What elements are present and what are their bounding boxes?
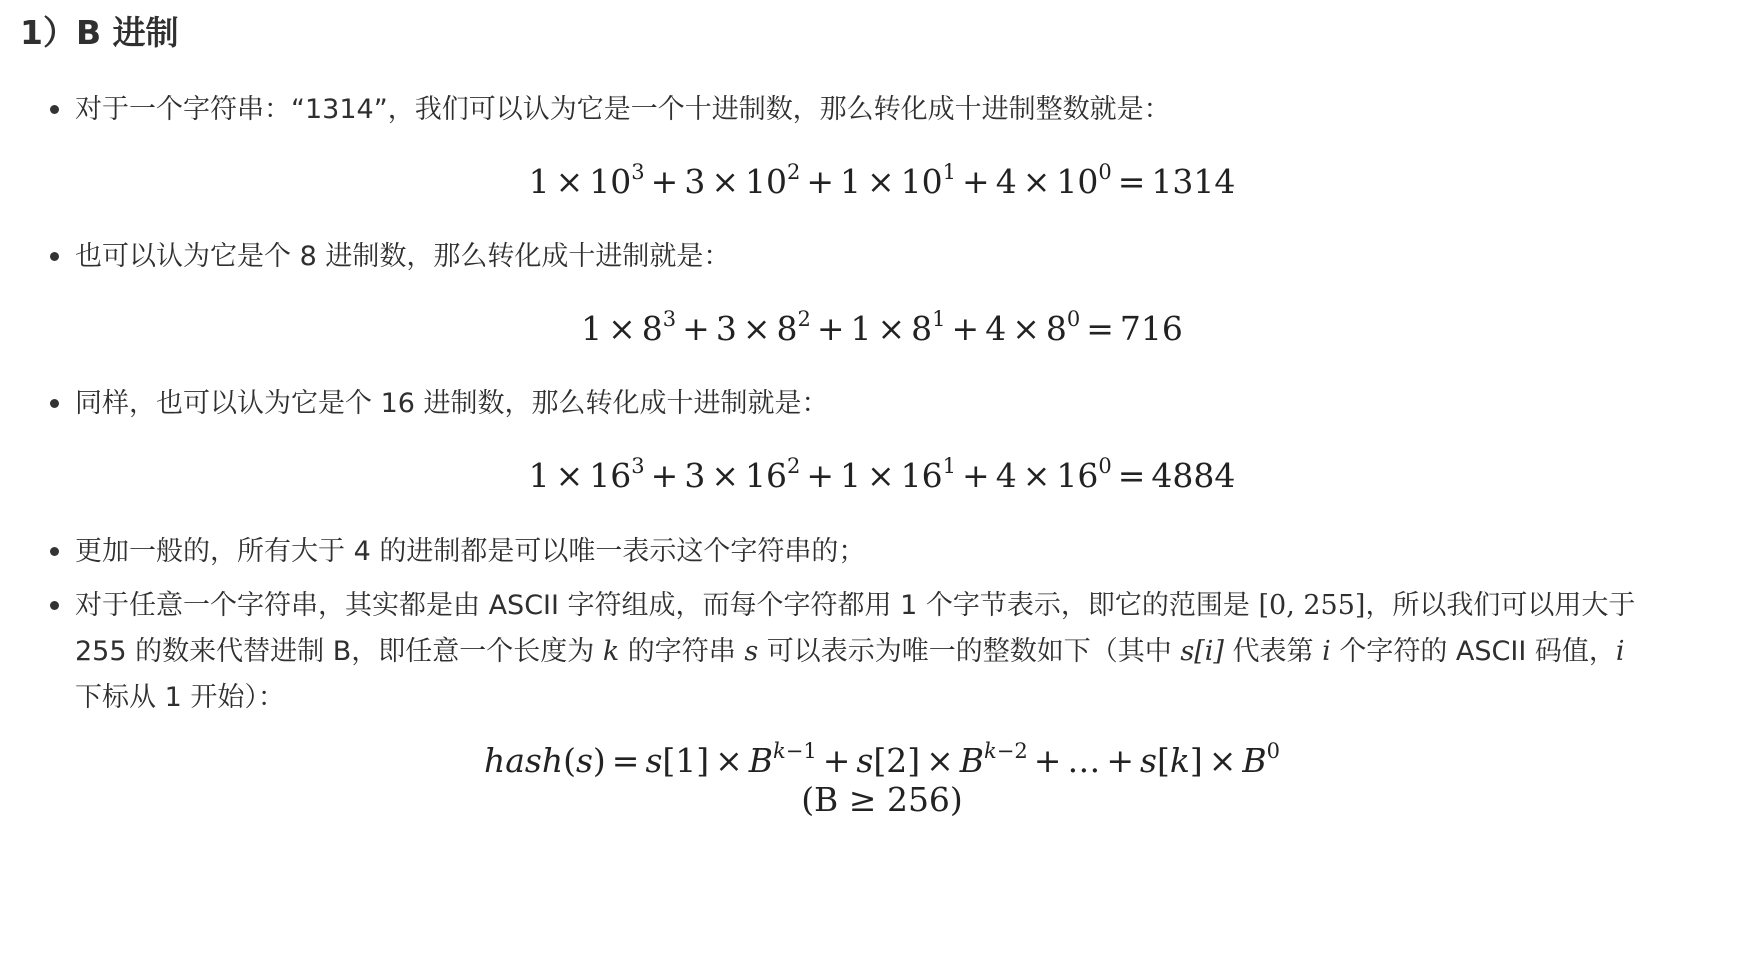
text-fragment: 的字符串	[619, 636, 745, 667]
text-fragment: 下标从 1 开始）：	[75, 682, 285, 713]
bullet-dot	[50, 547, 59, 556]
section-heading: 1）B 进制	[20, 13, 179, 52]
list-item-text: 同样，也可以认为它是个 16 进制数，那么转化成十进制就是：	[75, 388, 829, 419]
text-fragment: 对于任意一个字符串，其实都是由 ASCII 字符组成，而每个字符都用 1 个字节表示，即它的范围是	[75, 590, 1259, 621]
text-fragment: 255 的数来代替进制 B，即任意一个长度为	[75, 636, 603, 667]
paragraph-line	[75, 583, 1764, 629]
list-item-text: 也可以认为它是个 8 进制数，那么转化成十进制就是：	[75, 241, 731, 272]
list-item-text: 对于一个字符串：“1314”，我们可以认为它是一个十进制数，那么转化成十进制整数就是：	[75, 94, 1171, 125]
text-fragment: ，所以我们可以用大于	[1365, 590, 1636, 621]
math-var-i: i	[1322, 636, 1331, 667]
formula-octal: $1 \times 8^3 + 3 \times 8^2 + 1 \times 8^1 + 4 \times 8^0 = 716$	[581, 307, 1183, 348]
formula-result: 4884	[1151, 456, 1236, 495]
bullet-dot	[50, 399, 59, 408]
paragraph-line	[75, 675, 1764, 721]
text-fragment: 个字符的 ASCII 码值，	[1330, 636, 1616, 667]
paragraph-line	[75, 629, 1764, 675]
list-item-text: 更加一般的，所有大于 4 的进制都是可以唯一表示这个字符串的；	[75, 536, 866, 567]
formula-result: 1314	[1151, 162, 1236, 201]
bullet-dot	[50, 105, 59, 114]
text-fragment: 代表第	[1223, 636, 1323, 667]
bullet-dot	[50, 252, 59, 261]
formula-hash: hash(s) = $s[1] \times B^{k-1} + s[2] \times B^{k-2}$ + … + $s[k] \times B^0$	[483, 739, 1281, 780]
text-fragment: 可以表示为唯一的整数如下（其中	[758, 636, 1181, 667]
math-var-i: i	[1615, 636, 1625, 667]
math-var-si: s[i]	[1180, 636, 1224, 667]
formula-hex: $1 \times 16^3 + 3 \times 16^2 + 1 \times 16^1 + 4 \times 16^0 = 4884$	[528, 454, 1236, 495]
math-var-k: k	[602, 636, 620, 667]
bullet-dot	[50, 601, 59, 610]
math-range: [0, 255]	[1258, 590, 1366, 621]
list-item-paragraph	[75, 583, 1764, 721]
formula-constraint: (B ≥ 256)	[801, 780, 963, 819]
formula-result: 716	[1119, 309, 1183, 348]
math-var-s: s	[744, 636, 759, 667]
formula-decimal: $1 \times 10^3 + 3 \times 10^2 + 1 \times 10^1 + 4 \times 10^0 = 1314$	[528, 160, 1236, 201]
